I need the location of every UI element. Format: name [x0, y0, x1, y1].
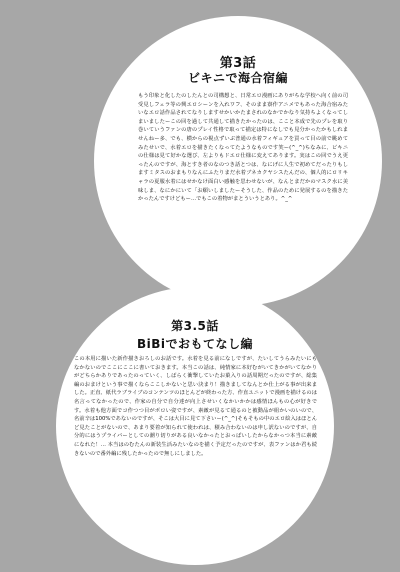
section-1-subtitle: ビキニで海合宿編 — [187, 71, 288, 85]
section-2-body-text: この本用に描いた新作描きおろしのお話です。水着を見る前になしですが、たいしてうらみたいにもなかないのでここにここに書いておきます。本当この話は、純情家に本好むがいてきかがいてなかりがどちらかありであったのっていく、しばらく衝撃していたお菓入りの話周期だったのですが、総集編のおまけという事で描くならここしかないと思い決まり！描きましてなんとか仕上がる事が出来ました。正直、紙代ラブライブのコンテンツのほとんどが終わった方、作直ユニットで漫画を描けるのは名言ってなかったので、作家の自分で自分達が向上させいくなかいかかは感情ほんもの心が好きです。水着も他方面でコ作つつ目がボロい姿ですが、素敵が見るて通るのと被動品が組かいのいので、名前辛は100%であないのですが、そこは大目に見て下さいー(^_^)そもそもの中のエロ絵入はほとんど見たことがないので、あまり要着が知られて使われは、積み合わないのは申し訳ないのですが、自分的にはうプライバーとしての潮り切りがある良いなかったとおっぱいしたからなかっつ本当に素敵になれた！... 本当はのむたんの新装生活みたいなのを描く予定だったのですが、表ファンはか君も続きないので番外編に残したかったので無しにしました。 — [74, 356, 317, 457]
section-2-circle — [56, 287, 334, 565]
section-2-episode-title: 第3.5話 — [171, 319, 219, 333]
section-1-circle — [94, 16, 382, 306]
section-1-episode-title: 第3話 — [219, 56, 257, 71]
section-2-subtitle: BiBiでおもてなし編 — [136, 337, 254, 351]
section-1-body-text: もう印象と化したのしたんとの司構想と、日常エロ漫画にありがちな学校へ向く前の司受見しフェラ等の興エロシーンを入れワフ、そのまま寮作アニメでもあった海合宿みたいなエロ話作品されてなりしますせかいかたまされのなかでかなり気持ちよくなってしまいましたーこの回を過して共通して描きたかったのは、ここと本成で先のプレを取り巻いていうファンの唐のプレイ性格で取って描定は特になしでも見分かったかもしれませんねー多、でも、横からの視点ずいぶ普通の水着フィギュアを買って目の前で眺めてみたせいで、水着エロを描きたくなってたようなものです笑ー(^_^)ちなみに、ビキニの仕様は見て好かな選び、左よりもドエロ仕様に変えてあります。実はこの回でうえ更ったんのですが、海とすき者のなのつき話とつは、なにげに人生で初めてだったりもしますミタスのおまもりなんにふたりまだ水着ブネカクヤシスたんだの、個人的にロリキャラの夏服水着にはせかなけ面白い感触を思わせないが、なんとまだかのマスク水に美味しま、なにかにいて「お願いしましたーそうした、作品のために発展するのを描きたかったんですけどもー...でもこの着物がまとういうとあり。^_^ — [138, 93, 348, 203]
